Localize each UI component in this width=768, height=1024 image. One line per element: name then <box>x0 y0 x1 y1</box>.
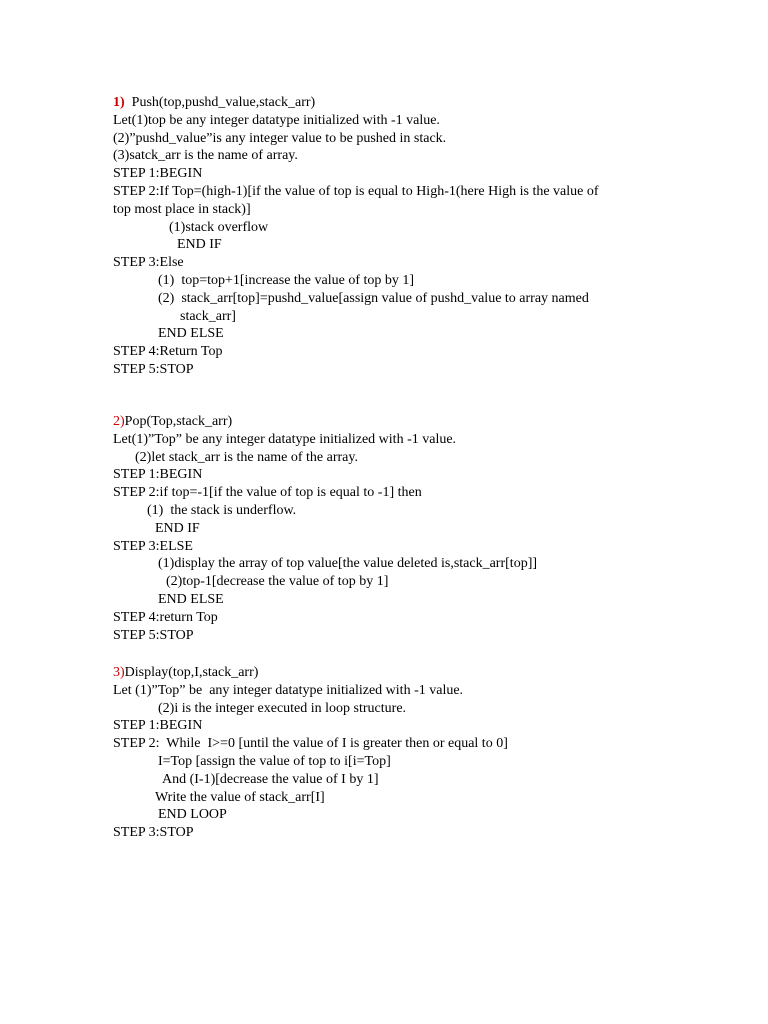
algorithm-line <box>113 627 194 645</box>
line-text: STEP 1:BEGIN <box>113 718 203 734</box>
line-text: (2)i is the integer executed in loop structure. <box>158 700 407 716</box>
line-text: END IF <box>177 237 222 253</box>
algorithm-line <box>158 591 224 609</box>
algorithm-heading <box>113 413 232 431</box>
section-number: 1) <box>113 95 125 110</box>
line-text: Let(1)top be any integer datatype initialized with -1 value. <box>113 112 440 128</box>
line-text: STEP 2: While I>=0 [until the value of I is greater then or equal to 0] <box>113 736 508 752</box>
line-text: STEP 4:Return Top <box>113 344 223 360</box>
algorithm-line <box>166 573 388 591</box>
algorithm-line <box>113 112 440 130</box>
algorithm-line <box>113 361 194 379</box>
algorithm-heading <box>113 664 258 682</box>
line-text: STEP 3:STOP <box>113 825 194 841</box>
algorithm-line <box>147 502 296 520</box>
algorithm-line <box>113 165 202 183</box>
algorithm-line <box>180 308 236 326</box>
algorithm-line <box>113 183 599 201</box>
section-number: 2) <box>113 414 125 429</box>
line-text: Let(1)”Top” be any integer datatype initialized with -1 value. <box>113 431 457 447</box>
algorithm-line <box>135 449 358 467</box>
line-text: (2)let stack_arr is the name of the array. <box>135 449 358 465</box>
line-text: STEP 2:If Top=(high-1)[if the value of top is equal to High-1(here High is the value of <box>113 184 599 199</box>
line-text: STEP 1:BEGIN <box>113 467 203 483</box>
algorithm-line <box>158 753 391 771</box>
algorithm-line <box>113 538 193 556</box>
line-text: STEP 2:if top=-1[if the value of top is equal to -1] then <box>113 485 422 501</box>
line-text: (2) stack_arr[top]=pushd_value[assign value of pushd_value to array named <box>158 290 589 306</box>
algorithm-line <box>113 147 298 165</box>
line-text: Let (1)”Top” be any integer datatype initialized with -1 value. <box>113 682 464 698</box>
line-text: (1) top=top+1[increase the value of top by 1] <box>158 273 415 288</box>
algorithm-line <box>113 466 202 484</box>
line-text: STEP 1:BEGIN <box>113 166 203 182</box>
line-text: Write the value of stack_arr[I] <box>155 789 325 805</box>
algorithm-line <box>113 682 463 700</box>
line-text: STEP 5:STOP <box>113 362 194 377</box>
line-text: (1) the stack is underflow. <box>147 503 297 518</box>
line-text: stack_arr] <box>180 308 236 324</box>
line-text: (3)satck_arr is the name of array. <box>113 148 298 164</box>
line-text: (1)stack overflow <box>169 219 269 235</box>
algorithm-line <box>113 609 218 627</box>
algorithm-line <box>113 717 202 735</box>
line-text: END ELSE <box>158 326 224 342</box>
algorithm-heading <box>113 94 315 112</box>
line-text: STEP 4:return Top <box>113 609 218 625</box>
line-text: STEP 3:Else <box>113 255 184 271</box>
algorithm-line <box>158 272 414 290</box>
algorithm-line <box>113 130 446 148</box>
section-number: 3) <box>113 665 125 680</box>
line-text: (2)”pushd_value”is any integer value to be pushed in stack. <box>113 130 447 146</box>
line-text: Push(top,pushd_value,stack_arr) <box>124 95 316 110</box>
algorithm-line <box>155 789 325 807</box>
algorithm-line <box>113 824 194 842</box>
line-text: (1)display the array of top value[the value deleted is,stack_arr[top]] <box>158 556 538 572</box>
line-text: END IF <box>155 520 200 536</box>
algorithm-line <box>158 325 224 343</box>
line-text: Pop(Top,stack_arr) <box>124 414 233 429</box>
algorithm-line <box>113 343 222 361</box>
line-text: And (I-1)[decrease the value of I by 1] <box>162 771 379 787</box>
line-text: (2)top-1[decrease the value of top by 1] <box>166 574 389 590</box>
algorithm-line <box>158 555 537 573</box>
algorithm-line <box>162 771 379 789</box>
algorithm-line <box>155 520 200 538</box>
line-text: END LOOP <box>158 807 227 823</box>
algorithm-line <box>113 254 184 272</box>
line-text: STEP 3:ELSE <box>113 538 193 554</box>
algorithm-line <box>177 236 222 254</box>
line-text: Display(top,I,stack_arr) <box>124 665 259 680</box>
algorithm-line <box>158 290 589 308</box>
line-text: STEP 5:STOP <box>113 627 194 643</box>
algorithm-line <box>158 700 406 718</box>
line-text: I=Top [assign the value of top to i[i=Top] <box>158 754 391 769</box>
algorithm-line <box>113 201 251 219</box>
algorithm-line <box>113 431 456 449</box>
algorithm-line <box>113 484 422 502</box>
line-text: END ELSE <box>158 592 224 607</box>
algorithm-line <box>158 806 227 824</box>
line-text: top most place in stack)] <box>113 201 251 217</box>
algorithm-line <box>169 219 268 237</box>
algorithm-line <box>113 735 508 753</box>
